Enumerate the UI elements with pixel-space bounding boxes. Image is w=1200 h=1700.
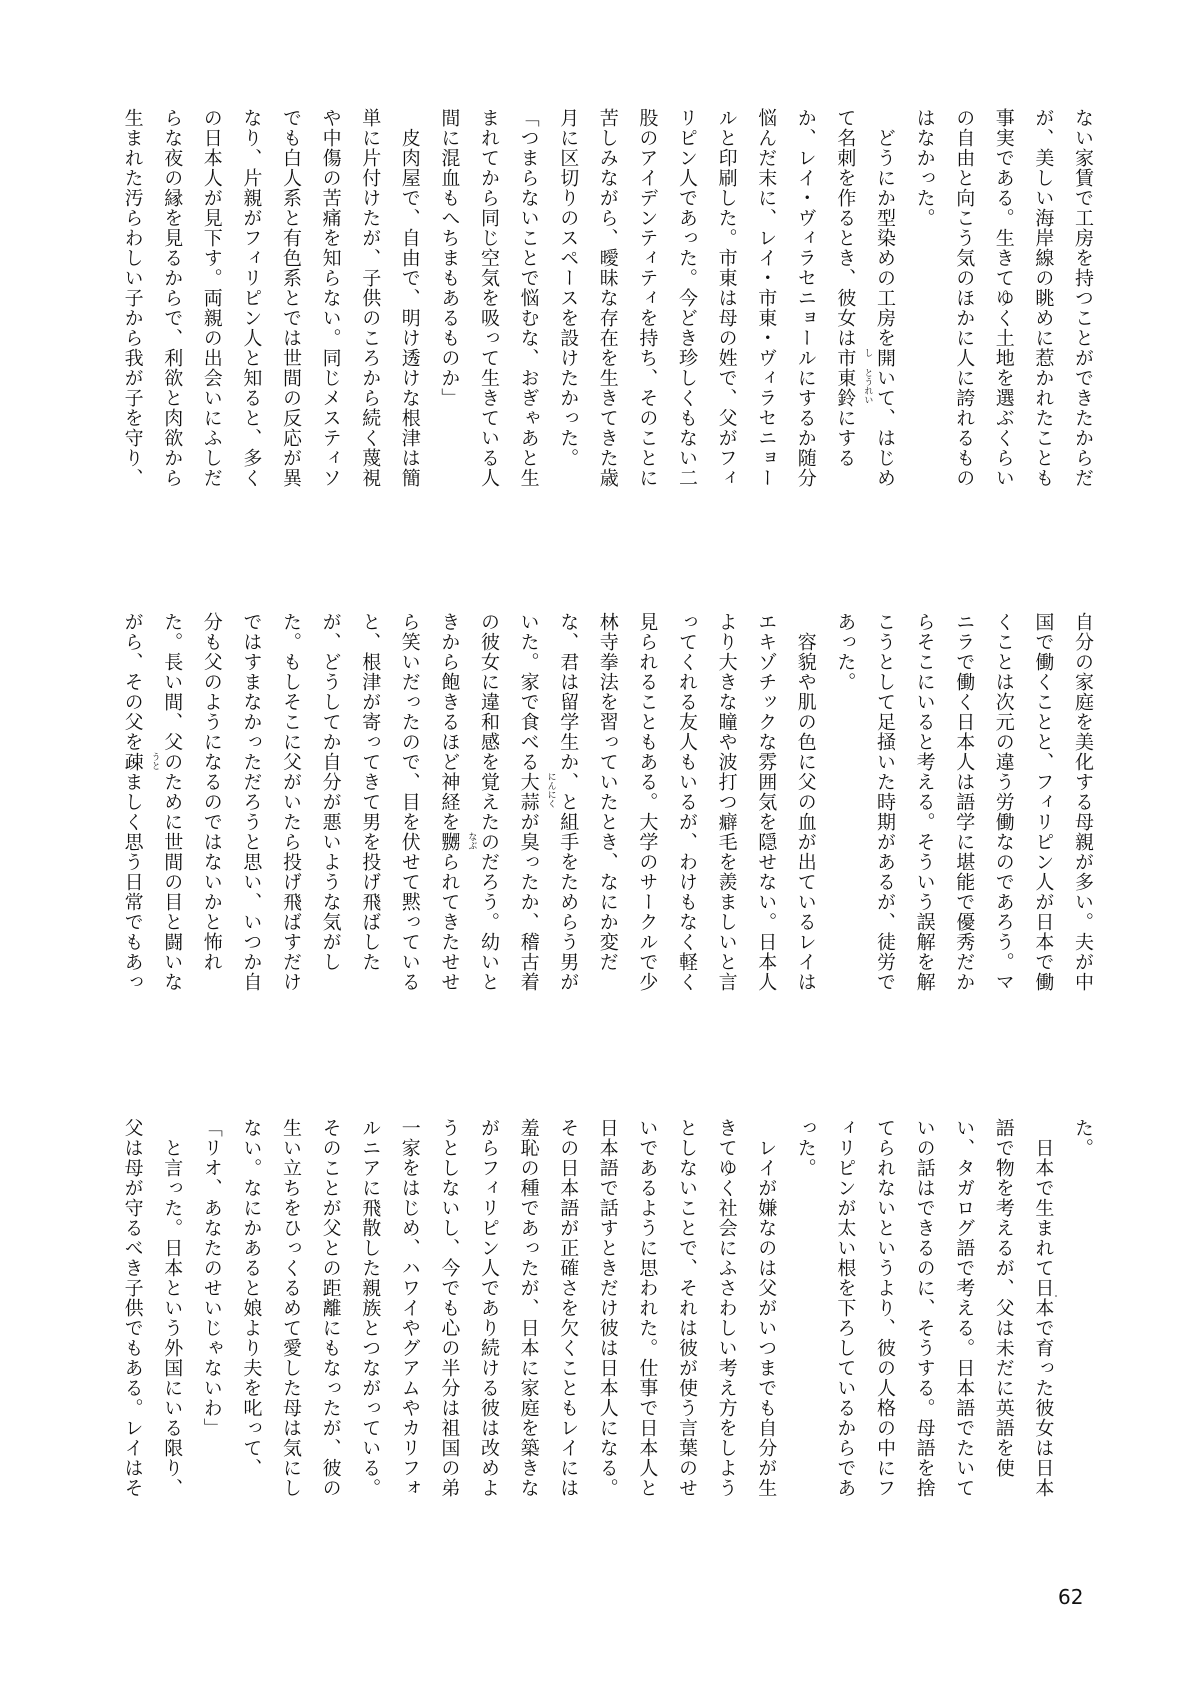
text-column: どうにか型染めの工房を開いて、はじめ xyxy=(874,108,896,488)
text-column: や中傷の苦痛を知らない。同じメスティソ xyxy=(319,108,342,488)
ruby-reading-shi: し xyxy=(862,348,873,357)
text-column: か、レイ・ヴィラセニョールにするか随分 xyxy=(794,108,817,488)
text-column: 見られることもある。大学のサークルで少 xyxy=(636,612,659,992)
text-column-with-ruby: て名刺を作るとき、彼女は市東鈴にする xyxy=(834,108,857,468)
text-column: そのことが父との距離にもなったが、彼の xyxy=(319,1118,342,1498)
text-column: 苦しみながら、曖昧な存在を生きてきた歳 xyxy=(596,108,619,488)
text-column: その日本語が正確さを欠くこともレイには xyxy=(557,1118,580,1498)
ruby-reading-uto: うと xyxy=(149,752,160,770)
text-column: 父は母が守るべき子供でもある。レイはそ xyxy=(121,1118,144,1498)
page-number: 62 xyxy=(1058,1585,1084,1609)
text-column: 生まれた汚らわしい子から我が子を守り、 xyxy=(121,108,144,488)
text-band-bottom xyxy=(116,1118,1100,1518)
text-column: いであるように思われた。仕事で日本人と xyxy=(636,1118,659,1498)
text-column: が、どうしてか自分が悪いような気がし xyxy=(319,612,342,972)
text-column: リピン人であった。今どき珍しくもない二 xyxy=(676,108,698,488)
text-column: ら笑いだったので、目を伏せて黙っている xyxy=(398,612,421,992)
text-column: 間に混血もへちまもあるものか」 xyxy=(438,108,461,408)
text-column: くことは次元の違う労働なのであろう。マ xyxy=(992,612,1015,992)
text-band-top xyxy=(116,108,1100,508)
text-column: 「リオ、あなたのせいじゃないわ」 xyxy=(200,1118,223,1438)
text-column: 生い立ちをひっくるめて愛した母は気にし xyxy=(280,1118,302,1498)
text-column: た。長い間、父のために世間の目と闘いな xyxy=(161,612,184,992)
text-column: うとしないし、今でも心の半分は祖国の弟 xyxy=(438,1118,461,1498)
text-column: 林寺拳法を習っていたとき、なにか変だ xyxy=(596,612,619,972)
text-column: きてゆく社会にふさわしい考え方をしよう xyxy=(715,1118,738,1498)
text-column: 語で物を考えるが、父は未だに英語を使 xyxy=(992,1118,1015,1478)
text-column: 分も父のようになるのではないかと怖れ xyxy=(200,612,223,972)
text-column: こうとして足掻いた時期があるが、徒労で xyxy=(874,612,896,992)
text-column: た。 xyxy=(1072,1118,1094,1158)
text-column: ってくれる友人もいるが、わけもなく軽く xyxy=(676,612,698,992)
text-column: はなかった。 xyxy=(913,108,936,228)
text-column-with-ruby: いた。家で食べる大蒜が臭ったか、稽古着 xyxy=(517,612,540,992)
text-column: が、美しい海岸線の眺めに惹かれたことも xyxy=(1032,108,1055,488)
ruby-reading-nabu: なぶ xyxy=(466,832,477,850)
text-column: た。もしそこに父がいたら投げ飛ばすだけ xyxy=(280,612,302,992)
text-column: 容貌や肌の色に父の血が出ているレイは xyxy=(794,612,817,992)
text-column: ニラで働く日本人は語学に堪能で優秀だか xyxy=(953,612,976,992)
text-column: 単に片付けたが、子供のころから続く蔑視 xyxy=(359,108,382,488)
text-column: ルと印刷した。市東は母の姓で、父がフィ xyxy=(715,108,738,488)
text-column: てられないというより、彼の人格の中にフ xyxy=(874,1118,896,1498)
text-column: 皮肉屋で、自由で、明け透けな根津は簡 xyxy=(398,108,421,488)
text-column: と、根津が寄ってきて男を投げ飛ばした xyxy=(359,612,382,972)
text-column: 羞恥の種であったが、日本に家庭を築きな xyxy=(517,1118,540,1498)
text-column: ない家賃で工房を持つことができたからだ xyxy=(1072,108,1094,488)
text-column: がらフィリピン人であり続ける彼は改めよ xyxy=(478,1118,500,1498)
text-column: ルニアに飛散した親族とつながっている。 xyxy=(359,1118,382,1498)
scan-speck xyxy=(1055,1295,1057,1297)
text-column: らそこにいると考える。そういう誤解を解 xyxy=(913,612,936,992)
text-column: エキゾチックな雰囲気を隠せない。日本人 xyxy=(755,612,778,992)
text-column: でも白人系と有色系とでは世間の反応が異 xyxy=(280,108,302,488)
text-column: 日本で生まれて日本で育った彼女は日本 xyxy=(1032,1118,1055,1498)
text-column: 悩んだ末に、レイ・市東・ヴィラセニョー xyxy=(755,108,778,488)
text-column-with-ruby: がら、その父を疎ましく思う日常でもあっ xyxy=(121,612,144,992)
text-column: い、タガログ語で考える。日本語でたいて xyxy=(953,1118,976,1498)
text-column: あった。 xyxy=(834,612,857,692)
text-column: なり、片親がフィリピン人と知ると、多く xyxy=(240,108,263,488)
text-column: としないことで、それは彼が使う言葉のせ xyxy=(676,1118,698,1498)
text-column: いの話はできるのに、そうする。母語を捨 xyxy=(913,1118,936,1498)
text-column: 股のアイデンティティを持ち、そのことに xyxy=(636,108,659,488)
text-column: った。 xyxy=(794,1118,817,1178)
text-column: 「つまらないことで悩むな、おぎゃあと生 xyxy=(517,108,540,488)
ruby-reading-tourei: とうれい xyxy=(862,368,873,404)
text-column: 一家をはじめ、ハワイやグアムやカリフォ xyxy=(398,1118,421,1498)
text-column: らな夜の縁を見るからで、利欲と肉欲から xyxy=(161,108,184,488)
text-band-middle xyxy=(116,612,1100,1012)
text-column: の自由と向こう気のほかに人に誇れるもの xyxy=(953,108,976,488)
text-column: ない。なにかあると娘より夫を叱って、 xyxy=(240,1118,263,1478)
text-column-with-ruby: きから飽きるほど神経を嬲られてきたせせ xyxy=(438,612,461,992)
text-column: まれてから同じ空気を吸って生きている人 xyxy=(478,108,500,488)
text-column: ィリピンが太い根を下ろしているからであ xyxy=(834,1118,857,1498)
text-column: ではすまなかっただろうと思い、いつか自 xyxy=(240,612,263,992)
text-column: 国で働くことと、フィリピン人が日本で働 xyxy=(1032,612,1055,992)
text-column: 事実である。生きてゆく土地を選ぶくらい xyxy=(992,108,1015,488)
text-column: 自分の家庭を美化する母親が多い。夫が中 xyxy=(1072,612,1094,992)
text-column: より大きな瞳や波打つ癖毛を羨ましいと言 xyxy=(715,612,738,992)
text-column: レイが嫌なのは父がいつまでも自分が生 xyxy=(755,1118,778,1498)
text-column: と言った。日本という外国にいる限り、 xyxy=(161,1118,184,1498)
text-column: の彼女に違和感を覚えたのだろう。幼いと xyxy=(478,612,500,992)
text-column: 月に区切りのスペースを設けたかった。 xyxy=(557,108,580,468)
text-column: の日本人が見下す。両親の出会いにふしだ xyxy=(200,108,223,488)
text-column: 日本語で話すときだけ彼は日本人になる。 xyxy=(596,1118,619,1498)
ruby-reading-ninniku: にんにく xyxy=(545,772,556,808)
text-column: な、君は留学生か、と組手をためらう男が xyxy=(557,612,580,992)
